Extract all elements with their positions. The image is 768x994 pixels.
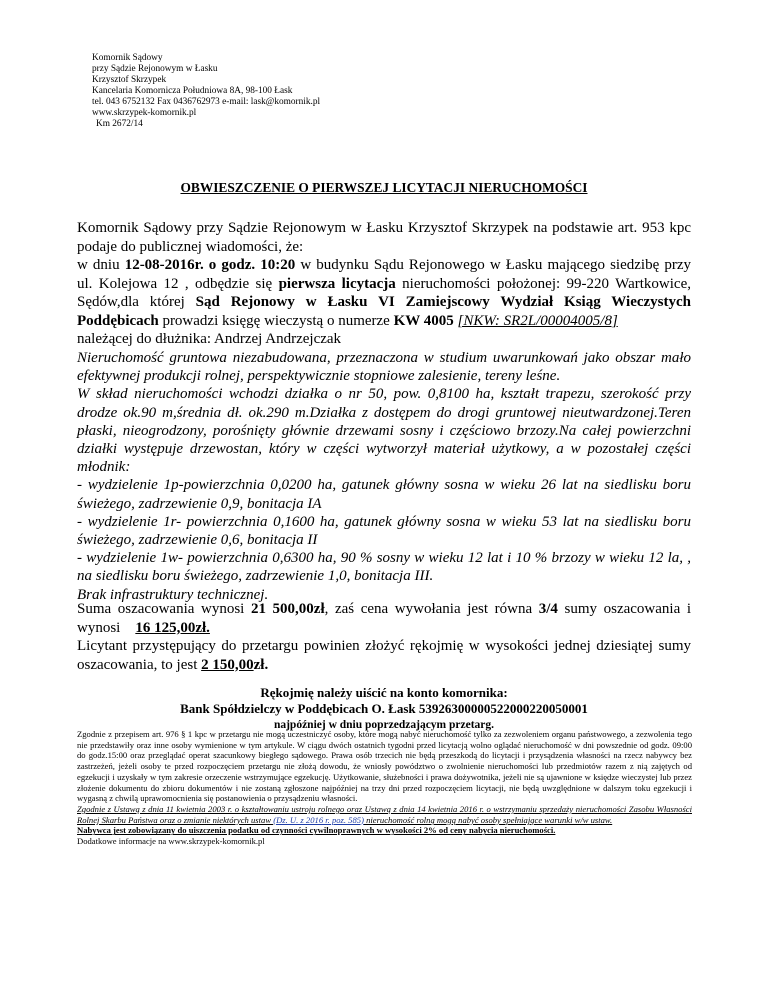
- description-paragraph: W skład nieruchomości wchodzi działka o nr 50, pow. 0,8100 ha, kształt trapezu, szerokość przy drodze ok.90 m,średnia dł. ok.290 m.Działka z dostępem do drogi gruntowej nieutwardzonej.Teren płaski, nieogrodzony, porośnięty głównie drzewami sosny i częściowo brzozy.Na całej powierzchni działki występuje drzewostan, który w części wytworzył materiał użytkowy, a w pozostałej części młodnik:: [77, 386, 691, 476]
- description-item: - wydzielenie 1w- powierzchnia 0,6300 ha, 90 % sosny w wieku 12 lat i 10 % brzozy w wieku 12 la, , na siedlisku boru świeżego, zadrzewienie 1,0, bonitacja III.: [77, 550, 691, 585]
- fraction-value: 3/4: [538, 601, 558, 617]
- auction-date: 12-08-2016r. o godz. 10:20: [124, 257, 296, 273]
- account-heading: Rękojmię należy uiścić na konto komornika:: [260, 685, 508, 700]
- description-paragraph: Nieruchomość gruntowa niezabudowana, przeznaczona w studium uwarunkowań jako obszar mało efektywnej produkcji rolnej, perspektywicznie stopniowe zalesienie, tereny leśne.: [77, 350, 691, 385]
- description-paragraph: Brak infrastruktury technicznej.: [77, 586, 269, 603]
- account-number: Bank Spółdzielczy w Poddębicach O. Łask 53926300000522000220050001: [180, 701, 588, 716]
- deposit-value: 2 150,00: [201, 656, 254, 673]
- intro-section: [77, 219, 691, 349]
- property-description: [77, 349, 691, 604]
- header-line: Krzysztof Skrzypek: [92, 75, 167, 85]
- legal-notes: [77, 729, 692, 847]
- notice-title: OBWIESZCZENIE O PIERWSZEJ LICYTACJI NIERUCHOMOŚCI: [180, 180, 588, 195]
- law-reference-link[interactable]: (Dz. U. z 2016 r. poz. 585): [273, 814, 364, 825]
- more-info: Dodatkowe informacje na www.skrzypek-komornik.pl: [77, 836, 265, 847]
- header-line: Komornik Sądowy: [92, 53, 163, 63]
- starting-price: 16 125,00zł.: [135, 619, 210, 636]
- bailiff-header: [92, 53, 320, 130]
- estimate-value: 21 500,00zł: [250, 601, 325, 617]
- debtor-line: należącej do dłużnika: Andrzej Andrzejczak: [77, 331, 342, 347]
- case-number: Km 2672/14: [96, 119, 143, 129]
- description-item: - wydzielenie 1p-powierzchnia 0,0200 ha, gatunek główny sosna w wieku 26 lat na siedlisku boru świeżego, zadrzewienie 0,9, bonitacja IA: [77, 477, 691, 512]
- description-item: - wydzielenie 1r- powierzchnia 0,1600 ha, gatunek główny sosna w wieku 53 lat na siedlisku boru świeżego, zadrzewienie 0,6, bonitacja II: [77, 513, 691, 549]
- legal-paragraph: Zgodnie z przepisem art. 976 § 1 kpc w przetargu nie mogą uczestniczyć osoby, które mogą nabyć nieruchomość tylko za zezwoleniem organu państwowego, a zezwolenia tego nie przedstawiły oraz inne osoby wymienione w tym artykule. W ciągu dwóch ostatnich tygodni przed licytacją wolno oglądać nieruchomość w dni powszednie od godz. 09:00 do godz.15:00 oraz przeglądać operat szacunkowy biegłego sądowego. Prawa osób trzecich nie będą przeszkodą do licytacji i przysądzenia własności na rzecz nabywcy bez zastrzeżeń, jeżeli osoby te przed rozpoczęciem przetargu nie złożą dowodu, że wniosły powództwo o zwolnienie nieruchomości lub przedmiotów razem z nią zajętych od egzekucji i uzyskały w tym zakresie orzeczenie wstrzymujące egzekucję. Użytkowanie, służebności i prawa dożywotnika, jeżeli nie są ujawnione w księdze wieczystej lub przez złożenie dokumentu do zbioru dokumentów i nie zostaną zgłoszone najpóźniej na trzy dni przed rozpoczęciem licytacji, nie będą uwzględnione w dalszym toku egzekucji i wygasną z chwilą uprawomocnienia się postanowienia o przysądzeniu własności.: [77, 729, 692, 804]
- intro-text: Komornik Sądowy przy Sądzie Rejonowym w Łasku Krzysztof Skrzypek na podstawie art. 953 kpc podaje do publicznej wiadomości, że:: [77, 220, 691, 255]
- deposit-text: Licytant przystępujący do przetargu powinien złożyć rękojmię w wysokości jednej dziesiątej sumy oszacowania, to jest 2 150,00zł.: [77, 638, 691, 673]
- legal-agricultural-note: Zgodnie z Ustawą z dnia 11 kwietnia 2003 r. o kształtowaniu ustroju rolnego oraz Ustawą z dnia 14 kwietnia 2016 r. o wstrzymaniu sprzedaży nieruchomości Zasobu Własności Rolnej Skarbu Państwa oraz o zmianie niektórych ustaw (Dz. U. z 2016 r. poz. 585) nieruchomość rolną mogą nabyć osoby spełniające warunki w/w ustaw.: [77, 803, 692, 825]
- court-name: Sąd Rejonowy w Łasku VI Zamiejscowy Wydział Ksiąg Wieczystych Poddębicach: [77, 294, 691, 329]
- header-contact: tel. 043 6752132 Fax 0436762973 e-mail: lask@komornik.pl: [92, 97, 321, 107]
- account-deadline: najpóźniej w dniu poprzedzającym przetarg.: [273, 719, 495, 731]
- tax-note: Nabywca jest zobowiązany do uiszczenia podatku od czynności cywilnoprawnych w wysokości 2% od ceny nabycia nieruchomości.: [77, 825, 556, 836]
- valuation-section: [77, 600, 691, 674]
- header-line: przy Sądzie Rejonowym w Łasku: [92, 64, 218, 74]
- nkw-number: [NKW: SR2L/00004005/8]: [457, 312, 618, 329]
- valuation-text: Suma oszacowania wynosi 21 500,00zł, zaś cena wywołania jest równa 3/4 sumy oszacowania i wynosi 16 125,00zł.: [77, 601, 692, 636]
- header-address: Kancelaria Komornicza Południowa 8A, 98-100 Łask: [92, 86, 293, 96]
- header-website: www.skrzypek-komornik.pl: [92, 108, 197, 118]
- land-register-number: KW 4005: [393, 312, 454, 329]
- bank-account-section: [0, 685, 768, 733]
- auction-type: pierwsza licytacja: [278, 275, 396, 292]
- auction-details: w dniu 12-08-2016r. o godz. 10:20 w budynku Sądu Rejonowego w Łasku mającego siedzibę przy ul. Kolejowa 12 , odbędzie się pierwsza licytacja nieruchomości położonej: 99-220 Wartkowice, Sędów,dla której Sąd Rejonowy w Łasku VI Zamiejscowy Wydział Ksiąg Wieczystych Poddębicach prowadzi księgę wieczystą o numerze KW 4005 [NKW: SR2L/00004005/8]: [77, 257, 692, 329]
